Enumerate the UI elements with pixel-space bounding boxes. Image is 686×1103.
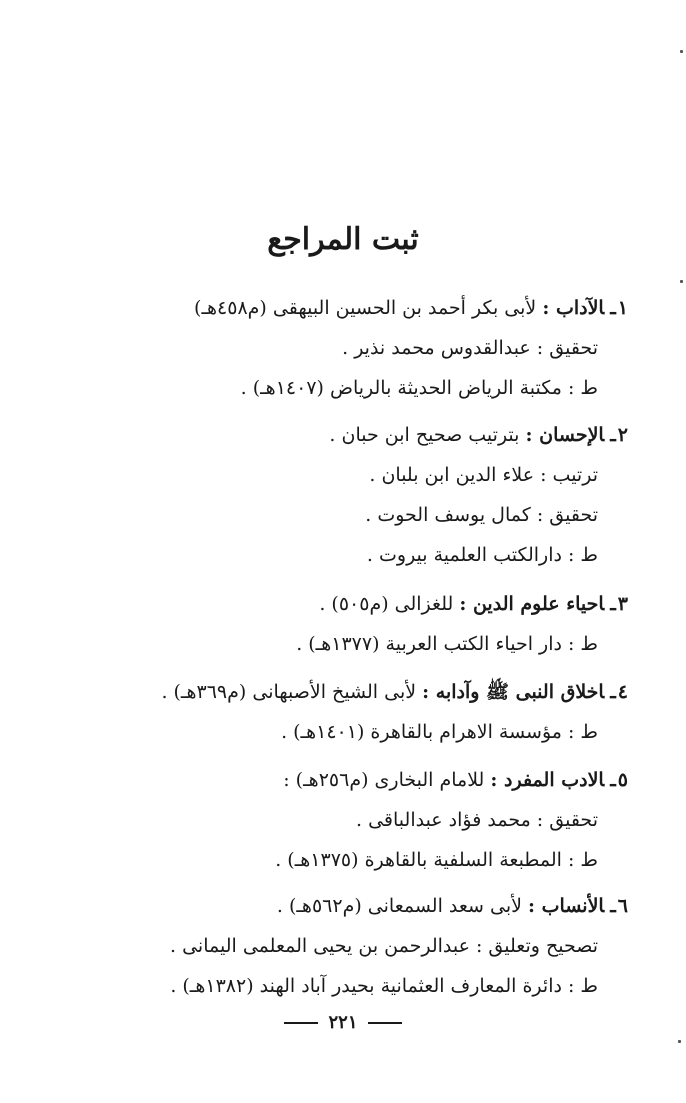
entry-detail-line: ط : دائرة المعارف العثمانية بحيدر آباد الهند (١٣٨٢هـ) . — [170, 975, 598, 997]
entry-heading: الإحسان : — [525, 424, 605, 446]
entry-dash: ـ — [610, 769, 616, 791]
entry-heading: الأنساب : — [528, 895, 605, 917]
entry-dash: ـ — [610, 593, 616, 615]
entry-heading: اخلاق النبى ﷺ وآدابه : — [422, 681, 605, 703]
entry-number: ١ — [617, 297, 628, 319]
entry-detail-line: تحقيق : كمال يوسف الحوت . — [365, 504, 598, 526]
entry-main-line — [68, 672, 628, 712]
reference-entry-2 — [68, 415, 628, 575]
scan-speck — [680, 280, 683, 283]
footer-rule — [368, 1022, 402, 1024]
entry-main-line — [68, 886, 628, 926]
reference-entry-5 — [68, 760, 628, 880]
entry-dash: ـ — [610, 681, 616, 703]
entry-detail-line: ط : دار احياء الكتب العربية (١٣٧٧هـ) . — [296, 633, 598, 655]
entry-main-line — [68, 415, 628, 455]
entry-number: ٣ — [617, 593, 628, 615]
entry-dash: ـ — [610, 895, 616, 917]
entry-text: لأبى بكر أحمد بن الحسين البيهقى (م٤٥٨هـ) — [194, 297, 537, 319]
entry-text: لأبى سعد السمعانى (م٥٦٢هـ) . — [276, 895, 522, 917]
entry-heading: الآداب : — [542, 297, 605, 319]
entry-detail-line: تحقيق : محمد فؤاد عبدالباقى . — [356, 809, 598, 831]
entry-main-line — [68, 288, 628, 328]
entry-dash: ـ — [610, 297, 616, 319]
entry-detail-line: تحقيق : عبدالقدوس محمد نذير . — [342, 337, 598, 359]
entry-text: لأبى الشيخ الأصبهانى (م٣٦٩هـ) . — [161, 681, 417, 703]
entry-heading: الادب المفرد : — [490, 769, 605, 791]
entry-main-line — [68, 760, 628, 800]
entry-detail-line: تصحيح وتعليق : عبدالرحمن بن يحيى المعلمى اليمانى . — [170, 935, 598, 957]
scan-speck — [680, 50, 683, 53]
entry-number: ٦ — [617, 895, 628, 917]
page-title: ثبت المراجع — [267, 222, 419, 257]
entry-detail-line: ط : مؤسسة الاهرام بالقاهرة (١٤٠١هـ) . — [281, 721, 598, 743]
entry-number: ٤ — [617, 681, 628, 703]
entry-detail-line: ترتيب : علاء الدين ابن بلبان . — [369, 464, 598, 486]
entry-detail-line: ط : مكتبة الرياض الحديثة بالرياض (١٤٠٧هـ) . — [240, 377, 598, 399]
page-number: ٢٢١ — [328, 1012, 358, 1033]
entry-detail-line: ط : المطبعة السلفية بالقاهرة (١٣٧٥هـ) . — [275, 849, 598, 871]
entry-text: للغزالى (م٥٠٥) . — [319, 593, 454, 615]
entry-heading: احياء علوم الدين : — [459, 593, 605, 615]
page-footer — [0, 1012, 686, 1033]
reference-entry-3 — [68, 584, 628, 664]
entry-detail-line: ط : دارالكتب العلمية بيروت . — [366, 544, 598, 566]
reference-entry-6 — [68, 886, 628, 1006]
entry-text: للامام البخارى (م٢٥٦هـ) : — [283, 769, 485, 791]
reference-entry-4 — [68, 672, 628, 752]
entry-dash: ـ — [610, 424, 616, 446]
reference-entry-1 — [68, 288, 628, 408]
entry-main-line — [68, 584, 628, 624]
entry-text: بترتيب صحيح ابن حبان . — [329, 424, 520, 446]
scan-speck — [678, 1040, 681, 1043]
entry-number: ٢ — [617, 424, 628, 446]
footer-rule — [284, 1022, 318, 1024]
entry-number: ٥ — [617, 769, 628, 791]
